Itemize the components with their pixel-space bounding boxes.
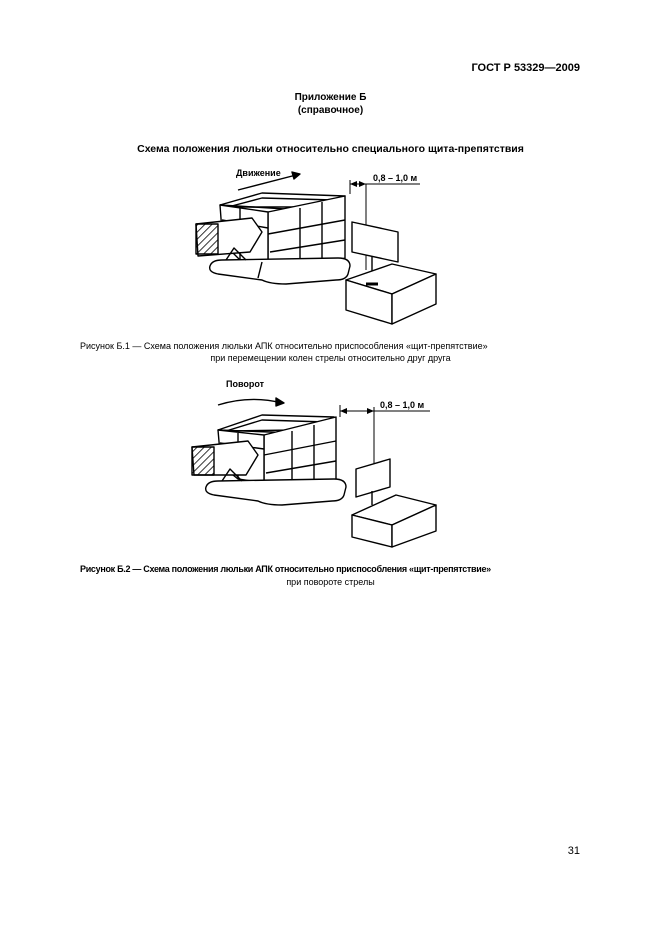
figure-b2-caption: Рисунок Б.2 — Схема положения люльки АПК относительно приспособления «щит-препятствие»: [80, 564, 491, 574]
figure-b1-caption-continued: при перемещении колен стрелы относительно друг друга: [210, 353, 451, 363]
main-title: Схема положения люльки относительно специального щита-препятствия: [137, 143, 524, 155]
appendix-note: (справочное): [297, 105, 364, 116]
distance-label: 0,8 – 1,0 м: [380, 400, 425, 410]
figure-b2-caption-continued: при повороте стрелы: [286, 577, 375, 587]
basket-base-platform: [206, 479, 346, 505]
page-number: 31: [567, 845, 580, 857]
boom-section-hatched: [192, 447, 214, 475]
obstacle-shield: [352, 222, 398, 262]
obstacle-shield: [356, 459, 390, 497]
direction-label: Движение: [236, 168, 281, 178]
basket-base-platform: [210, 258, 350, 284]
direction-label: Поворот: [226, 379, 265, 389]
figure-b2-drawing: [0, 375, 661, 555]
figure-b1-drawing: [0, 160, 661, 340]
distance-label: 0,8 – 1,0 м: [373, 173, 418, 183]
appendix-title: Приложение Б: [294, 92, 367, 103]
boom-section-hatched: [196, 224, 218, 254]
rotation-arrow: [218, 399, 282, 405]
standard-code: ГОСТ Р 53329—2009: [471, 62, 580, 74]
figure-b1-caption: Рисунок Б.1 — Схема положения люльки АПК относительно приспособления «щит-препятствие»: [80, 341, 488, 351]
